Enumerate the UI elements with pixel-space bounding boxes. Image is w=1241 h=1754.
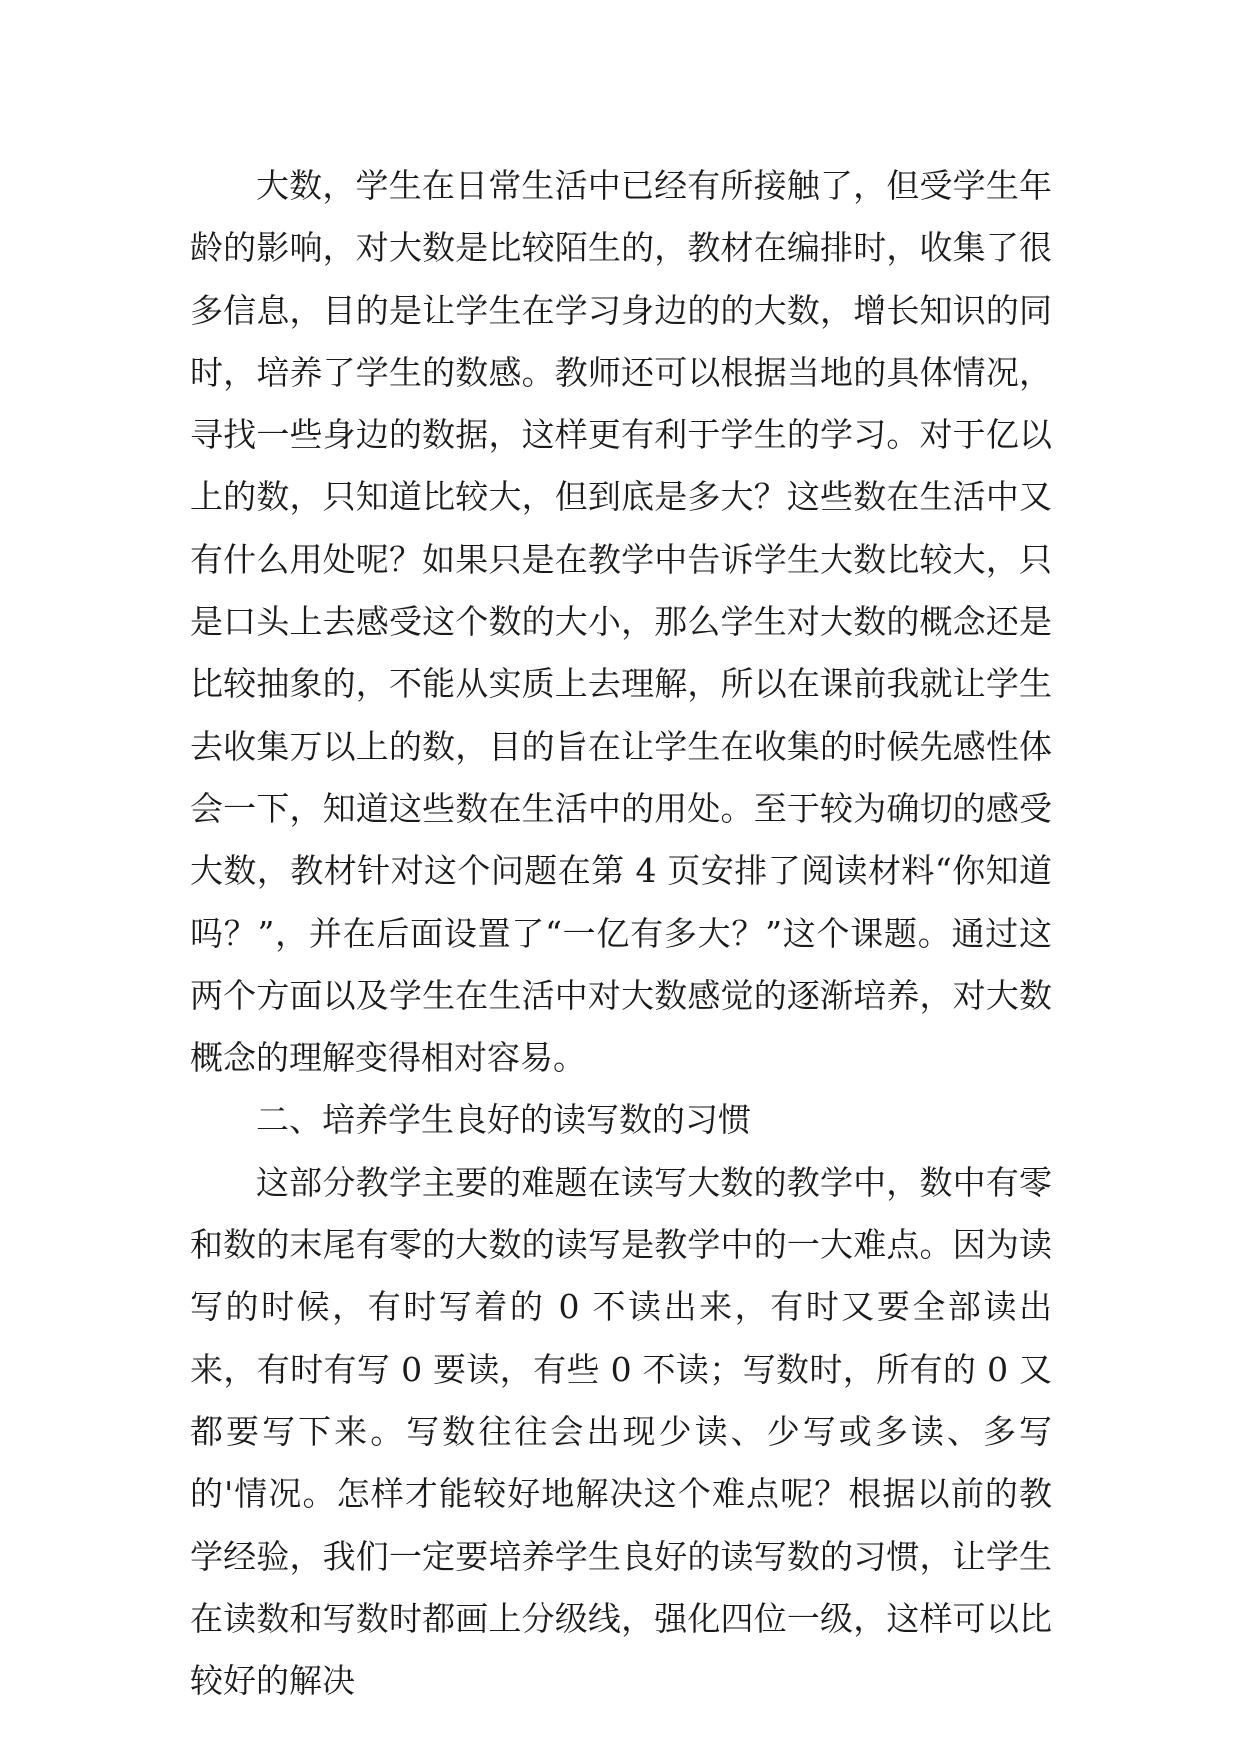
document-page — [190, 155, 1052, 1712]
body-paragraph-2: 这部分教学主要的难题在读写大数的教学中，数中有零和数的末尾有零的大数的读写是教学中的一大难点。因为读写的时候，有时写着的 0 不读出来，有时又要全部读出来，有时有写 0 要读，有些 0 不读；写数时，所有的 0 又都要写下来。写数往往会出现少读、少写或多读、多写的'情况。怎样才能较好地解决这个难点呢？根据以前的教学经验，我们一定要培养学生良好的读写数的习惯，让学生在读数和写数时都画上分级线，强化四位一级，这样可以比较好的解决 — [190, 1162, 1052, 1701]
section-heading-2: 二、培养学生良好的读写数的习惯 — [256, 1100, 751, 1140]
body-paragraph-1: 大数，学生在日常生活中已经有所接触了，但受学生年龄的影响，对大数是比较陌生的，教材在编排时，收集了很多信息，目的是让学生在学习身边的的大数，增长知识的同时，培养了学生的数感。教师还可以根据当地的具体情况，寻找一些身边的数据，这样更有利于学生的学习。对于亿以上的数，只知道比较大，但到底是多大？这些数在生活中又有什么用处呢？如果只是在教学中告诉学生大数比较大，只是口头上去感受这个数的大小，那么学生对大数的概念还是比较抽象的，不能从实质上去理解，所以在课前我就让学生去收集万以上的数，目的旨在让学生在收集的时候先感性体会一下，知道这些数在生活中的用处。至于较为确切的感受大数，教材针对这个问题在第 4 页安排了阅读材料“你知道吗？”，并在后面设置了“一亿有多大？”这个课题。通过这两个方面以及学生在生活中对大数感觉的逐渐培养，对大数概念的理解变得相对容易。 — [190, 166, 1052, 1078]
